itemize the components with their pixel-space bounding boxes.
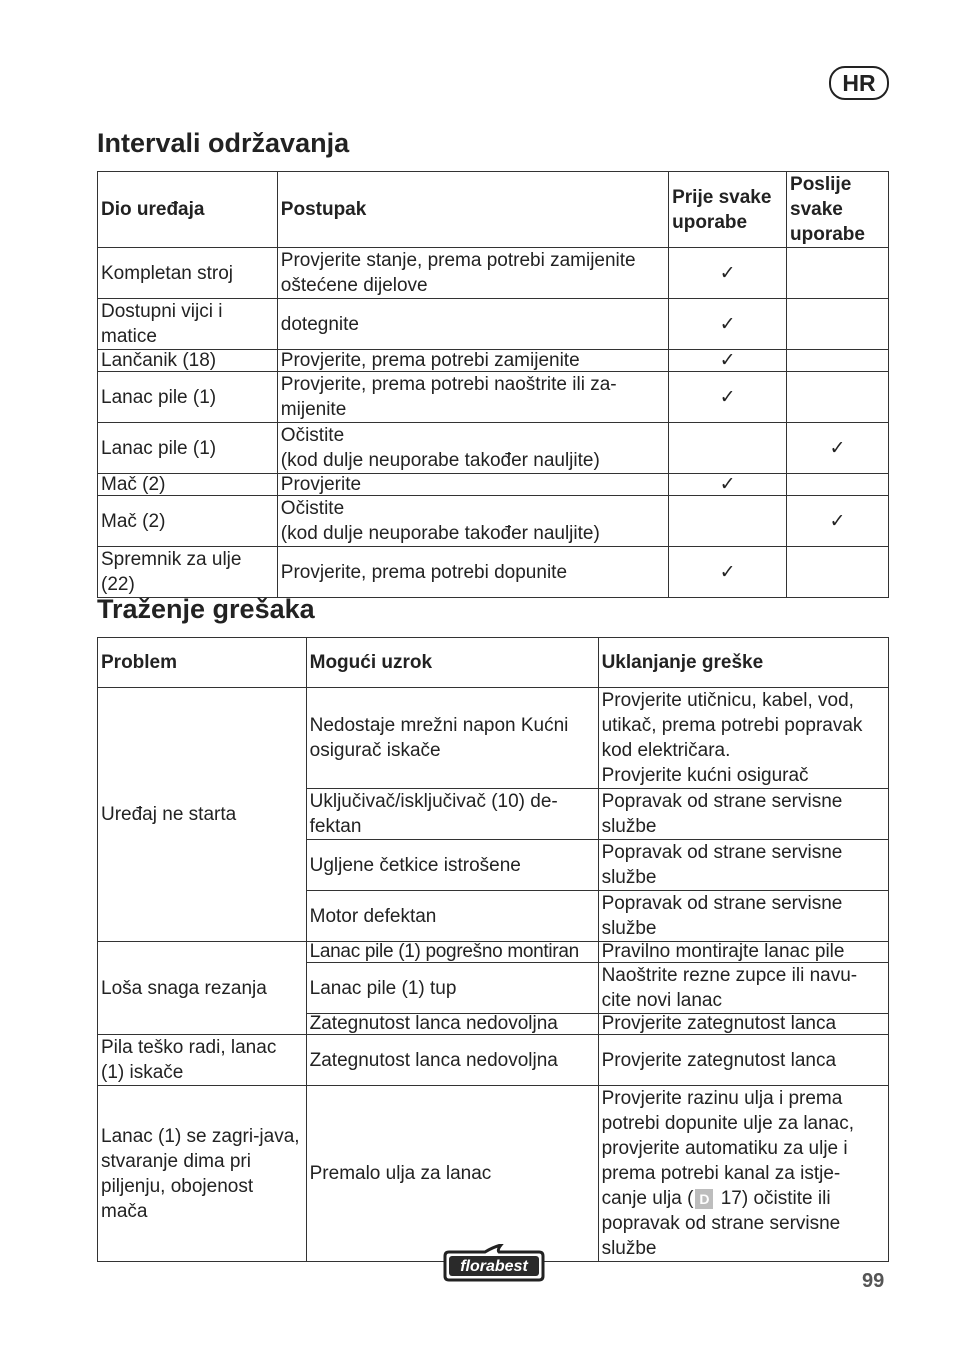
florabest-logo [439, 1244, 549, 1288]
after-check-cell [787, 350, 889, 372]
cause-cell: Nedostaje mrežni napon Kućni osigurač iskače [306, 688, 598, 789]
remedy-cell [598, 1086, 888, 1262]
remedy-cell: Provjerite utičnicu, kabel, vod, utikač, prema potrebi popravak kod električara. Provjerite kućni osigurač [598, 688, 888, 789]
troubleshooting-table [97, 637, 889, 1262]
remedy-cell: Popravak od strane servisne službe [598, 840, 888, 891]
language-badge: HR [829, 66, 889, 100]
troubleshooting-title: Traženje grešaka [97, 594, 315, 624]
before-check-cell [669, 547, 787, 598]
header-remedy: Uklanjanje greške [598, 638, 888, 688]
before-check-cell [669, 372, 787, 423]
action-cell: Provjerite, prema potrebi zamijenite [277, 350, 668, 372]
action-cell: Provjerite, prema potrebi naoštrite ili za-mijenite [277, 372, 668, 423]
part-cell: Dostupni vijci i matice [98, 299, 278, 350]
header-part: Dio uređaja [98, 172, 278, 248]
cause-cell: Motor defektan [306, 891, 598, 942]
table-row [98, 1035, 889, 1086]
before-check-cell [669, 350, 787, 372]
problem-cell: Uređaj ne starta [98, 688, 307, 942]
after-check-cell [787, 299, 889, 350]
cause-cell: Zategnutost lanca nedovoljna [306, 1035, 598, 1086]
after-check-cell [787, 248, 889, 299]
before-check-cell [669, 299, 787, 350]
part-cell: Kompletan stroj [98, 248, 278, 299]
remedy-text-a: Provjerite razinu ulja i prema potrebi dopunite ulje za lanac, provjerite automatiku za ulje i prema potrebi kanal za istje-canje ulja ( [601, 1088, 855, 1209]
remedy-cell: Popravak od strane servisne službe [598, 789, 888, 840]
trouble-header-row [98, 638, 889, 688]
action-cell: Provjerite, prema potrebi dopunite [277, 547, 668, 598]
maintenance-body [98, 248, 889, 598]
part-cell: Lanac pile (1) [98, 372, 278, 423]
header-before: Prije svake uporabe [669, 172, 787, 248]
logo-text: florabest [460, 1258, 528, 1275]
after-check-cell [787, 372, 889, 423]
check-icon: ✓ [719, 349, 736, 371]
table-row [98, 942, 889, 963]
check-icon: ✓ [719, 386, 736, 408]
cause-cell: Lanac pile (1) pogrešno montiran [306, 942, 598, 963]
header-after: Poslije svake uporabe [787, 172, 889, 248]
table-row [98, 474, 889, 496]
problem-cell: Loša snaga rezanja [98, 942, 307, 1035]
table-row [98, 299, 889, 350]
part-cell: Lanac pile (1) [98, 423, 278, 474]
before-check-cell [669, 248, 787, 299]
remedy-cell: Popravak od strane servisne službe [598, 891, 888, 942]
action-cell: Provjerite [277, 474, 668, 496]
problem-cell: Pila teško radi, lanac (1) iskače [98, 1035, 307, 1086]
table-row [98, 1086, 889, 1262]
part-cell: Mač (2) [98, 474, 278, 496]
check-icon: ✓ [719, 473, 736, 495]
before-check-cell [669, 423, 787, 474]
cause-cell: Ugljene četkice istrošene [306, 840, 598, 891]
table-row [98, 350, 889, 372]
table-row [98, 688, 889, 789]
action-cell: Provjerite stanje, prema potrebi zamijenite oštećene dijelove [277, 248, 668, 299]
after-check-cell [787, 474, 889, 496]
header-cause: Mogući uzrok [306, 638, 598, 688]
remedy-cell: Provjerite zategnutost lanca [598, 1014, 888, 1035]
remedy-cell: Pravilno montirajte lanac pile [598, 942, 888, 963]
table-row [98, 496, 889, 547]
table-row [98, 423, 889, 474]
header-problem: Problem [98, 638, 307, 688]
maintenance-header-row [98, 172, 889, 248]
part-cell: Lančanik (18) [98, 350, 278, 372]
action-cell: dotegnite [277, 299, 668, 350]
cause-cell: Zategnutost lanca nedovoljna [306, 1014, 598, 1035]
action-cell: Očistite (kod dulje neuporabe također nauljite) [277, 496, 668, 547]
maintenance-table [97, 171, 889, 598]
section-d-icon: D [695, 1189, 713, 1209]
page-number: 99 [862, 1270, 885, 1292]
before-check-cell [669, 496, 787, 547]
after-check-cell [787, 496, 889, 547]
action-cell: Očistite (kod dulje neuporabe također nauljite) [277, 423, 668, 474]
check-icon: ✓ [719, 561, 736, 583]
after-check-cell [787, 423, 889, 474]
cause-cell: Uključivač/isključivač (10) de-fektan [306, 789, 598, 840]
table-row [98, 372, 889, 423]
header-action: Postupak [277, 172, 668, 248]
cause-cell: Premalo ulja za lanac [306, 1086, 598, 1262]
maintenance-title: Intervali održavanja [97, 128, 350, 158]
check-icon: ✓ [829, 510, 846, 532]
check-icon: ✓ [719, 262, 736, 284]
remedy-cell: Naoštrite rezne zupce ili navu-cite novi lanac [598, 963, 888, 1014]
check-icon: ✓ [829, 437, 846, 459]
cause-cell: Lanac pile (1) tup [306, 963, 598, 1014]
problem-cell: Lanac (1) se zagri-java, stvaranje dima pri piljenju, obojenost mača [98, 1086, 307, 1262]
remedy-cell: Provjerite zategnutost lanca [598, 1035, 888, 1086]
after-check-cell [787, 547, 889, 598]
check-icon: ✓ [719, 313, 736, 335]
part-cell: Mač (2) [98, 496, 278, 547]
table-row [98, 248, 889, 299]
before-check-cell [669, 474, 787, 496]
table-row [98, 547, 889, 598]
remedy-text-b: 17) očistite ili popravak od strane servisne službe [601, 1188, 841, 1259]
part-cell: Spremnik za ulje (22) [98, 547, 278, 598]
